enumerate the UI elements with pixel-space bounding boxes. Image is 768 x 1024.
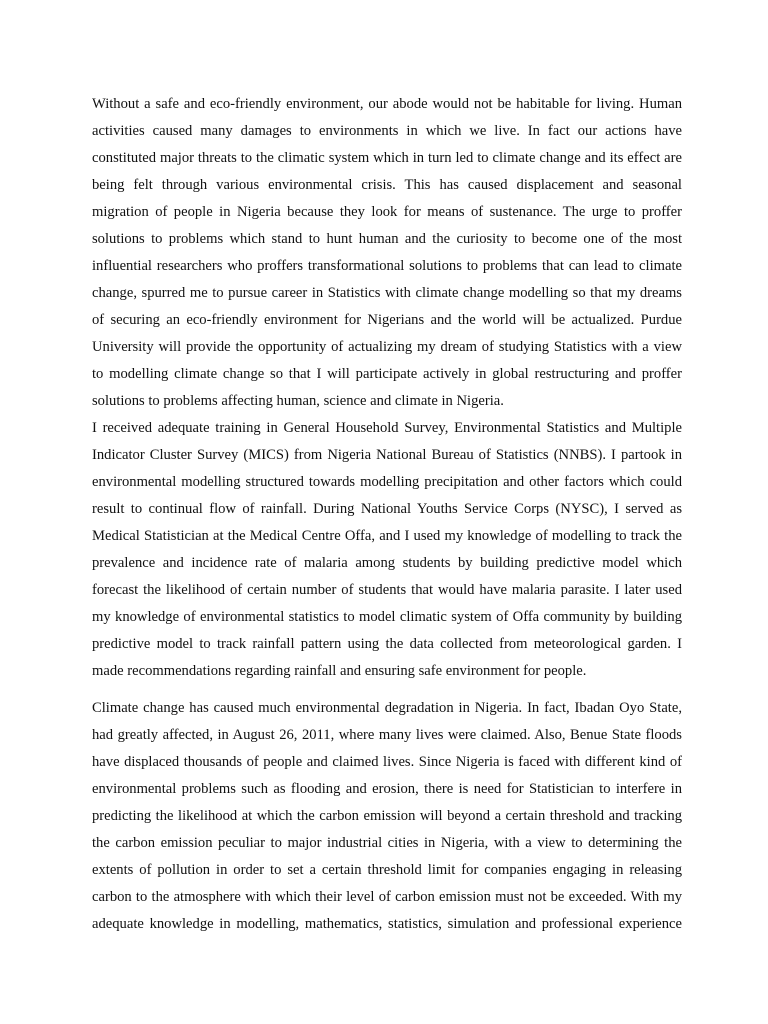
paragraph-line: predicting the likelihood at which the carbon emission will beyond a certain threshold and tracking xyxy=(92,808,682,824)
paragraph-line: Without a safe and eco-friendly environment, our abode would not be habitable for living. Human xyxy=(92,96,682,112)
paragraph-line: influential researchers who proffers transformational solutions to problems that can lead to climate xyxy=(92,258,682,274)
paragraph-line: the carbon emission peculiar to major industrial cities in Nigeria, with a view to determining the xyxy=(92,835,682,851)
paragraph-spacing xyxy=(92,685,682,695)
paragraph-3 xyxy=(92,695,682,938)
paragraph-line: made recommendations regarding rainfall and ensuring safe environment for people. xyxy=(92,663,587,679)
paragraph-line: of securing an eco-friendly environment for Nigerians and the world will be actualized. Purdue xyxy=(92,312,682,328)
paragraph-line: change, spurred me to pursue career in Statistics with climate change modelling so that my dreams xyxy=(92,285,682,301)
paragraph-2 xyxy=(92,415,682,685)
paragraph-line: being felt through various environmental crisis. This has caused displacement and seasonal xyxy=(92,177,682,193)
paragraph-line: solutions to problems which stand to hunt human and the curiosity to become one of the most xyxy=(92,231,682,247)
paragraph-line: environmental modelling structured towards modelling precipitation and other factors which could xyxy=(92,474,682,490)
document-page xyxy=(92,91,682,938)
paragraph-line: extents of pollution in order to set a certain threshold limit for companies engaging in releasing xyxy=(92,862,682,878)
paragraph-line: migration of people in Nigeria because they look for means of sustenance. The urge to proffer xyxy=(92,204,682,220)
paragraph-line: environmental problems such as flooding and erosion, there is need for Statistician to interfere in xyxy=(92,781,682,797)
paragraph-line: University will provide the opportunity of actualizing my dream of studying Statistics with a view xyxy=(92,339,682,355)
paragraph-line: carbon to the atmosphere with which their level of carbon emission must not be exceeded. With my xyxy=(92,889,682,905)
paragraph-line: had greatly affected, in August 26, 2011, where many lives were claimed. Also, Benue State floods xyxy=(92,727,682,743)
paragraph-line: predictive model to track rainfall pattern using the data collected from meteorological garden. I xyxy=(92,636,682,652)
paragraph-line: activities caused many damages to environments in which we live. In fact our actions have xyxy=(92,123,682,139)
paragraph-line: prevalence and incidence rate of malaria among students by building predictive model which xyxy=(92,555,682,571)
paragraph-line: my knowledge of environmental statistics to model climatic system of Offa community by building xyxy=(92,609,682,625)
paragraph-line: I received adequate training in General Household Survey, Environmental Statistics and Multiple xyxy=(92,420,682,436)
paragraph-line: to modelling climate change so that I will participate actively in global restructuring and proffer xyxy=(92,366,682,382)
paragraph-line: adequate knowledge in modelling, mathematics, statistics, simulation and professional experience xyxy=(92,916,682,932)
paragraph-line: have displaced thousands of people and claimed lives. Since Nigeria is faced with different kind of xyxy=(92,754,682,770)
paragraph-1 xyxy=(92,91,682,415)
paragraph-line: forecast the likelihood of certain number of students that would have malaria parasite. I later used xyxy=(92,582,682,598)
paragraph-line: constituted major threats to the climatic system which in turn led to climate change and its effect are xyxy=(92,150,682,166)
paragraph-line: solutions to problems affecting human, science and climate in Nigeria. xyxy=(92,393,504,409)
paragraph-line: Climate change has caused much environmental degradation in Nigeria. In fact, Ibadan Oyo State, xyxy=(92,700,682,716)
paragraph-line: Indicator Cluster Survey (MICS) from Nigeria National Bureau of Statistics (NNBS). I partook in xyxy=(92,447,682,463)
paragraph-line: result to continual flow of rainfall. During National Youths Service Corps (NYSC), I served as xyxy=(92,501,682,517)
paragraph-line: Medical Statistician at the Medical Centre Offa, and I used my knowledge of modelling to track the xyxy=(92,528,682,544)
